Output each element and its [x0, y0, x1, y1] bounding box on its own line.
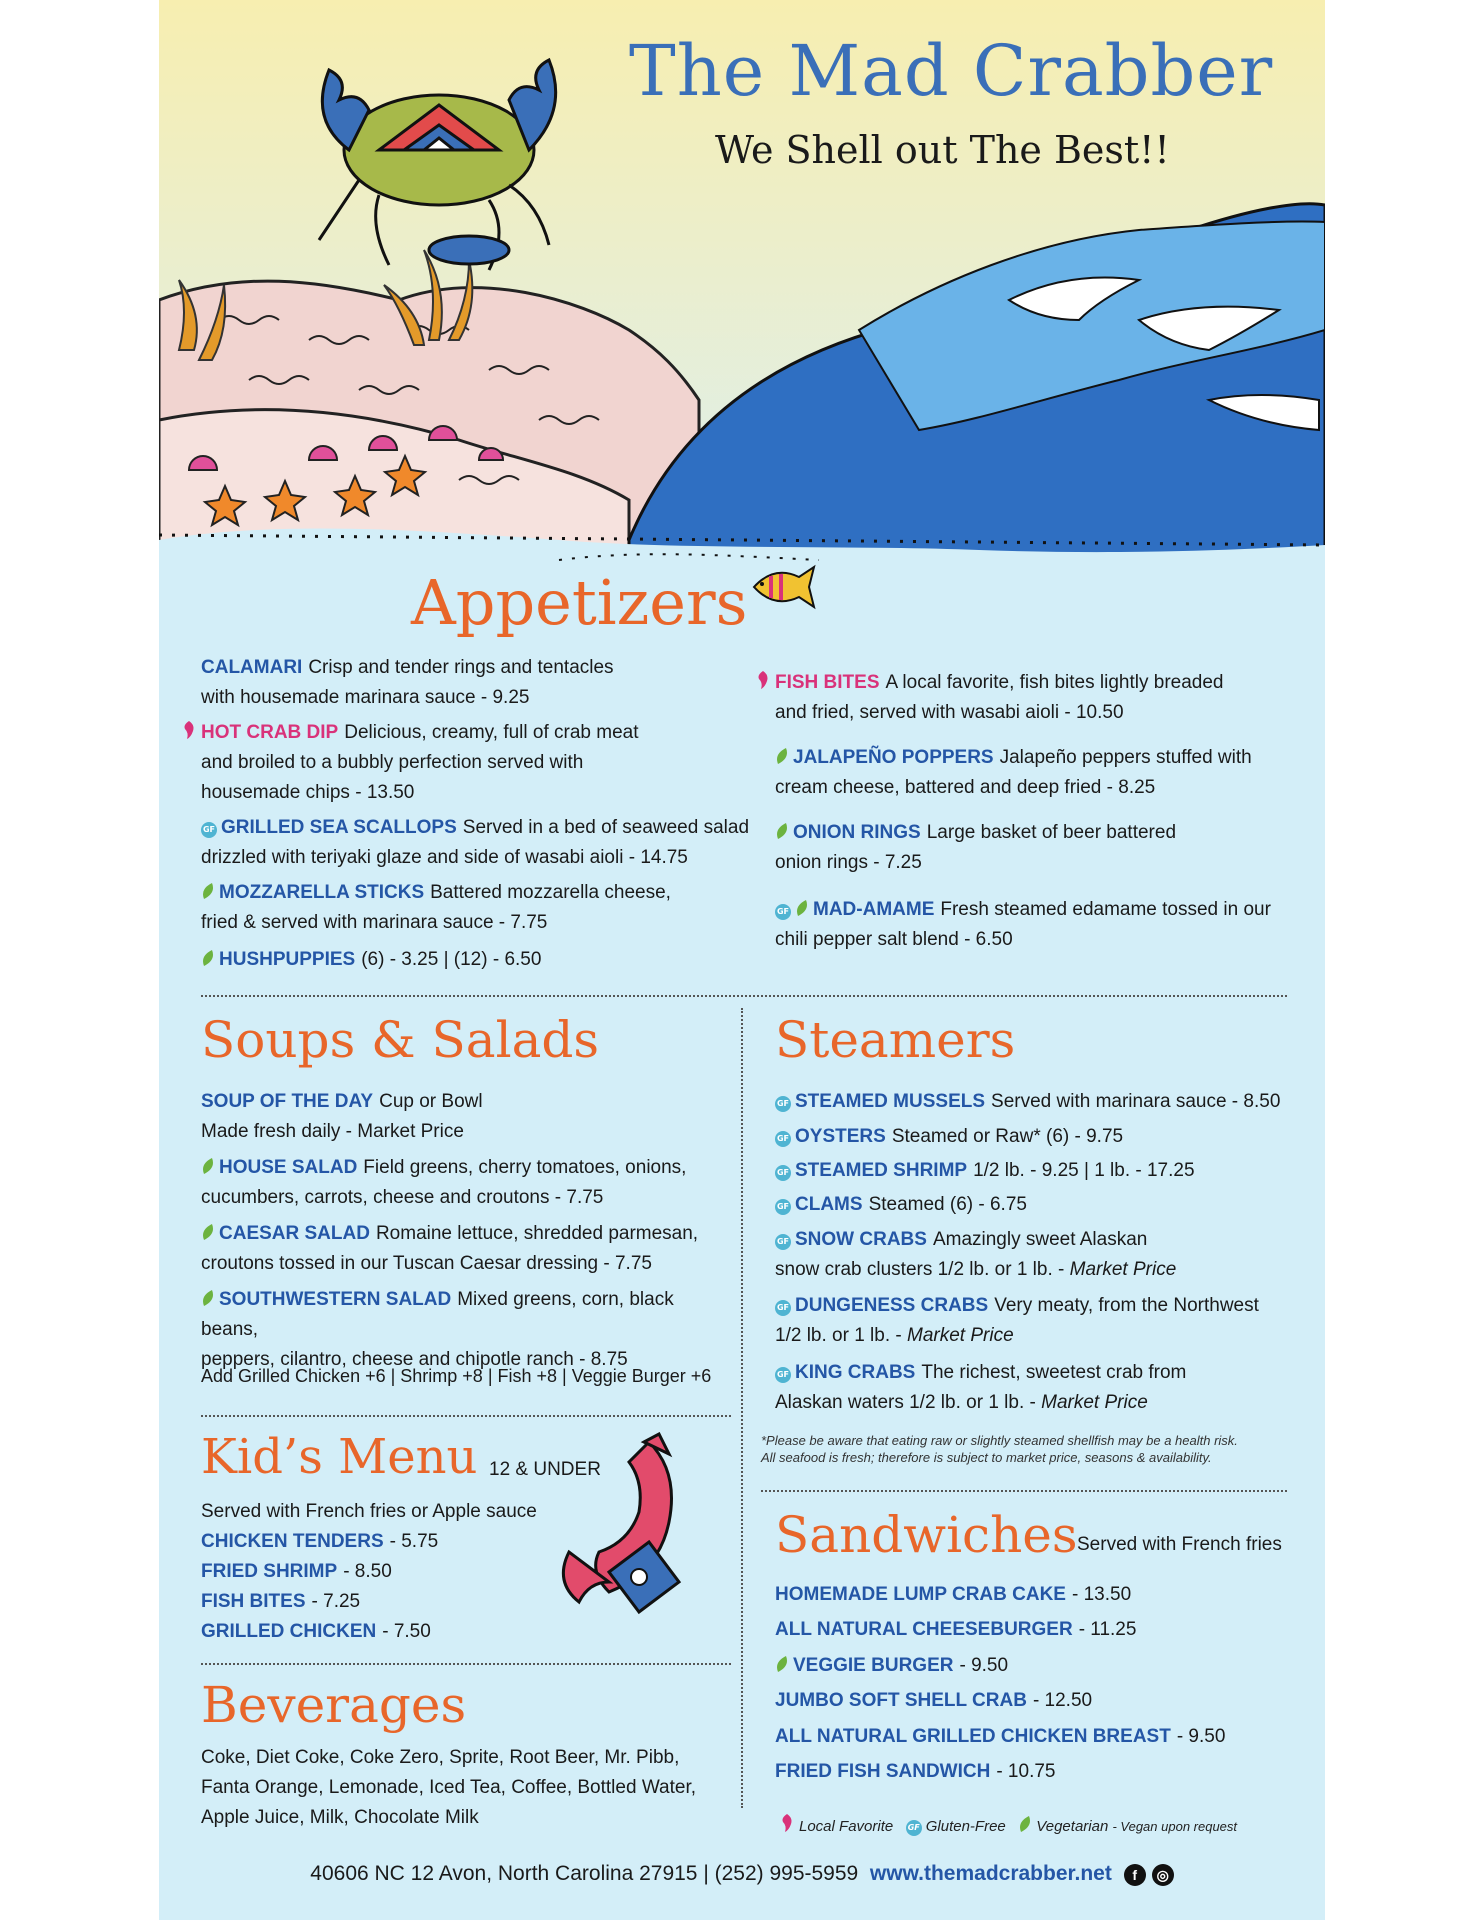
item-name: MAD-AMAME: [813, 899, 935, 920]
menu-item: GF CLAMS Steamed (6) - 6.75: [776, 1194, 1027, 1215]
divider: [201, 1663, 731, 1665]
vegetarian-icon: [201, 1222, 215, 1242]
vegetarian-icon: [775, 746, 789, 766]
menu-item: GF MAD-AMAME Fresh steamed edamame tossed in our chili pepper salt blend - 6.50: [775, 899, 1271, 950]
legend-veg-label: Vegetarian: [1036, 1818, 1109, 1835]
menu-item: HOMEMADE LUMP CRAB CAKE - 13.50: [775, 1584, 1132, 1605]
item-name: CHICKEN TENDERS: [201, 1531, 384, 1552]
menu-item: CHICKEN TENDERS - 5.75: [201, 1531, 439, 1552]
item-name: HOUSE SALAD: [219, 1157, 358, 1178]
item-name: GRILLED SEA SCALLOPS: [221, 817, 457, 838]
divider: [761, 1490, 1287, 1492]
gluten-free-icon: GF: [775, 1234, 791, 1250]
item-name: SOUTHWESTERN SALAD: [219, 1289, 452, 1310]
divider: [201, 1415, 731, 1417]
gluten-free-icon: GF: [775, 1367, 791, 1383]
item-name: SNOW CRABS: [795, 1229, 927, 1250]
menu-item: GF STEAMED MUSSELS Served with marinara sauce - 8.50: [776, 1091, 1281, 1112]
item-name: CAESAR SALAD: [219, 1223, 370, 1244]
gluten-free-icon: GF: [775, 1131, 791, 1147]
menu-item: CAESAR SALAD Romaine lettuce, shredded parmesan, croutons tossed in our Tuscan Caesar dressing - 7.75: [201, 1223, 699, 1274]
item-name: FISH BITES: [201, 1591, 306, 1612]
gluten-free-icon: GF: [775, 904, 791, 920]
divider: [201, 995, 1287, 997]
footer-address: 40606 NC 12 Avon, North Carolina 27915 | (252) 995-5959: [310, 1862, 859, 1885]
kids-age-note: 12 & UNDER: [489, 1459, 601, 1480]
sandwiches-title: Sandwiches: [775, 1506, 1078, 1564]
item-name: SOUP OF THE DAY: [201, 1091, 374, 1112]
kids-menu-title: Kid’s Menu: [201, 1429, 478, 1485]
restaurant-title: The Mad Crabber: [629, 30, 1274, 112]
menu-item: JALAPEÑO POPPERS Jalapeño peppers stuffed with cream cheese, battered and deep fried - 8.25: [775, 747, 1252, 798]
menu-item: VEGGIE BURGER - 9.50: [775, 1651, 1008, 1681]
menu-item: HOUSE SALAD Field greens, cherry tomatoes, onions, cucumbers, carrots, cheese and croutons - 7.75: [201, 1157, 687, 1208]
menu-item: SOUP OF THE DAY Cup or Bowl Made fresh daily - Market Price: [201, 1091, 483, 1142]
vegetarian-icon: [201, 1156, 215, 1176]
kids-served-with: Served with French fries or Apple sauce: [201, 1501, 537, 1522]
item-name: JALAPEÑO POPPERS: [793, 747, 994, 768]
vegetarian-icon: [201, 881, 215, 901]
gluten-free-icon: GF: [775, 1199, 791, 1215]
crab-claw-icon: [549, 1432, 699, 1622]
fish-icon: [749, 562, 819, 612]
legend: [779, 1812, 1237, 1836]
local-favorite-icon: [755, 669, 771, 691]
menu-item: SOUTHWESTERN SALAD Mixed greens, corn, black beans, peppers, cilantro, cheese and chipotle ranch - 8.75: [201, 1289, 674, 1370]
local-favorite-icon: [181, 719, 197, 741]
menu-item: JUMBO SOFT SHELL CRAB - 12.50: [775, 1690, 1093, 1711]
item-name: CLAMS: [795, 1194, 863, 1215]
gluten-free-icon: GF: [775, 1165, 791, 1181]
menu-item: ALL NATURAL CHEESEBURGER - 11.25: [775, 1619, 1137, 1640]
sandwiches-note: Served with French fries: [1077, 1534, 1282, 1555]
menu-item: GF DUNGENESS CRABS Very meaty, from the Northwest 1/2 lb. or 1 lb. - Market Price: [775, 1295, 1259, 1346]
vegetarian-icon: [775, 821, 789, 841]
item-name: FISH BITES: [775, 672, 880, 693]
legend-local-label: Local Favorite: [799, 1818, 894, 1835]
menu-item: FISH BITES A local favorite, fish bites lightly breaded and fried, served with wasabi aioli - 10.50: [775, 668, 1295, 728]
menu-item: FRIED SHRIMP - 8.50: [201, 1561, 392, 1582]
beverages-list: Coke, Diet Coke, Coke Zero, Sprite, Root Beer, Mr. Pibb, Fanta Orange, Lemonade, Iced Tea, Coffee, Bottled Water, Apple Juice, Milk, Chocolate Milk: [201, 1747, 697, 1828]
item-name: OYSTERS: [795, 1126, 886, 1147]
legend-gf-label: Gluten-Free: [925, 1818, 1006, 1835]
item-name: FRIED SHRIMP: [201, 1561, 338, 1582]
instagram-icon[interactable]: ◎: [1152, 1864, 1174, 1886]
menu-item: GF OYSTERS Steamed or Raw* (6) - 9.75: [776, 1126, 1124, 1147]
beverages-title: Beverages: [201, 1676, 467, 1734]
gluten-free-icon: GF: [775, 1300, 791, 1316]
item-name: HOMEMADE LUMP CRAB CAKE: [775, 1584, 1066, 1605]
item-name: STEAMED MUSSELS: [795, 1091, 986, 1112]
item-name: ONION RINGS: [793, 822, 921, 843]
menu-item: GF GRILLED SEA SCALLOPS Served in a bed of seaweed salad drizzled with teriyaki glaze and side of wasabi aioli - 14.75: [201, 817, 750, 868]
facebook-icon[interactable]: f: [1124, 1864, 1146, 1886]
column-divider: [741, 1008, 743, 1808]
soups-salads-title: Soups & Salads: [201, 1011, 600, 1069]
vegetarian-icon: [1018, 1814, 1032, 1834]
local-favorite-icon: [779, 1812, 795, 1834]
menu-item: FRIED FISH SANDWICH - 10.75: [775, 1761, 1056, 1782]
item-name: KING CRABS: [795, 1362, 916, 1383]
menu-item: FISH BITES - 7.25: [201, 1591, 361, 1612]
menu-item: HUSHPUPPIES (6) - 3.25 | (12) - 6.50: [201, 945, 761, 975]
menu-item: GF SNOW CRABS Amazingly sweet Alaskan snow crab clusters 1/2 lb. or 1 lb. - Market Price: [775, 1229, 1177, 1280]
item-name: JUMBO SOFT SHELL CRAB: [775, 1690, 1027, 1711]
shellfish-disclaimer: *Please be aware that eating raw or slightly steamed shellfish may be a health risk. All seafood is fresh; therefore is subject to market price, seasons & availability.: [761, 1433, 1238, 1465]
vegetarian-icon: [201, 1288, 215, 1308]
item-name: FRIED FISH SANDWICH: [775, 1761, 991, 1782]
footer: [159, 1862, 1325, 1886]
legend-vegan-note: - Vegan upon request: [1112, 1819, 1238, 1834]
appetizers-title: Appetizers: [411, 566, 748, 639]
gluten-free-icon: GF: [775, 1096, 791, 1112]
item-name: STEAMED SHRIMP: [795, 1160, 968, 1181]
salad-addons: Add Grilled Chicken +6 | Shrimp +8 | Fish +8 | Veggie Burger +6: [201, 1366, 712, 1386]
menu-item: MOZZARELLA STICKS Battered mozzarella cheese, fried & served with marinara sauce - 7.75: [201, 882, 671, 933]
vegetarian-icon: [795, 898, 809, 918]
item-name: ALL NATURAL GRILLED CHICKEN BREAST: [775, 1726, 1171, 1747]
menu-page: [159, 0, 1325, 1920]
item-name: HUSHPUPPIES: [219, 949, 356, 970]
gluten-free-icon: GF: [201, 822, 217, 838]
menu-item: HOT CRAB DIP Delicious, creamy, full of crab meat and broiled to a bubbly perfection served with housemade chips - 13.50: [201, 718, 761, 808]
website-link[interactable]: www.themadcrabber.net: [869, 1862, 1112, 1885]
menu-item: ALL NATURAL GRILLED CHICKEN BREAST - 9.50: [775, 1726, 1226, 1747]
menu-item: GF STEAMED SHRIMP 1/2 lb. - 9.25 | 1 lb. - 17.25: [776, 1160, 1195, 1181]
item-name: GRILLED CHICKEN: [201, 1621, 377, 1642]
item-name: DUNGENESS CRABS: [795, 1295, 989, 1316]
restaurant-tagline: We Shell out The Best!!: [715, 128, 1170, 172]
menu-item: CALAMARI Crisp and tender rings and tentacles with housemade marinara sauce - 9.25: [201, 657, 614, 708]
item-name: MOZZARELLA STICKS: [219, 882, 425, 903]
vegetarian-icon: [201, 948, 215, 968]
item-name: HOT CRAB DIP: [201, 722, 339, 743]
menu-item: GF KING CRABS The richest, sweetest crab from Alaskan waters 1/2 lb. or 1 lb. - Market Price: [775, 1362, 1187, 1413]
gluten-free-icon: GF: [906, 1820, 922, 1836]
item-name: ALL NATURAL CHEESEBURGER: [775, 1619, 1073, 1640]
menu-item: ONION RINGS Large basket of beer battered onion rings - 7.25: [775, 822, 1177, 873]
item-name: CALAMARI: [201, 657, 303, 678]
steamers-title: Steamers: [775, 1011, 1016, 1069]
vegetarian-icon: [775, 1654, 789, 1674]
item-name: VEGGIE BURGER: [793, 1655, 954, 1676]
menu-item: GRILLED CHICKEN - 7.50: [201, 1621, 431, 1642]
